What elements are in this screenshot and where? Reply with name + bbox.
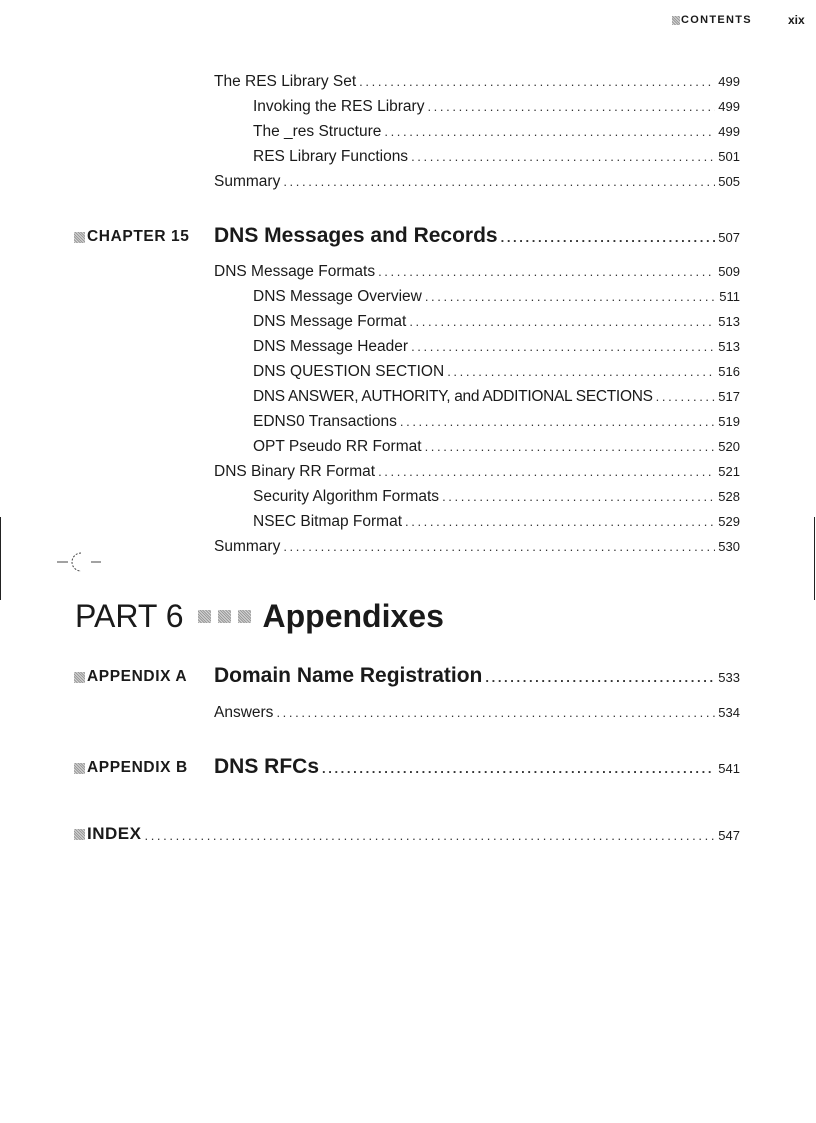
toc-entry-title: DNS Binary RR Format xyxy=(214,463,376,480)
appendix-label xyxy=(74,759,188,777)
toc-entry-title: DNS Message Formats xyxy=(214,263,376,280)
toc-entry-title: DNS Message Format xyxy=(253,313,407,330)
dot-leader xyxy=(411,339,715,354)
dot-leader xyxy=(409,314,715,329)
toc-entry[interactable] xyxy=(253,313,740,331)
dot-leader xyxy=(411,149,715,164)
toc-entry-page: 521 xyxy=(718,464,740,479)
toc-entry[interactable] xyxy=(214,173,740,191)
toc-entry[interactable] xyxy=(253,148,740,166)
toc-entry[interactable] xyxy=(253,98,740,116)
dot-leader xyxy=(378,264,715,279)
dot-leader xyxy=(144,828,715,843)
dot-leader xyxy=(322,761,715,776)
part-marker-icons xyxy=(198,610,253,623)
toc-entry-page: 499 xyxy=(718,124,740,139)
toc-entry-title: Invoking the RES Library xyxy=(253,98,425,115)
toc-entry-page: 501 xyxy=(718,149,740,164)
toc-entry-title: DNS QUESTION SECTION xyxy=(253,363,445,380)
part-label: PART 6 xyxy=(75,598,184,634)
dot-leader xyxy=(384,124,715,139)
toc-entry-page: 529 xyxy=(718,514,740,529)
toc-entry[interactable] xyxy=(214,73,740,91)
toc-entry[interactable] xyxy=(214,263,740,281)
toc-entry-page: 520 xyxy=(718,439,740,454)
appendix-page: 533 xyxy=(718,670,740,685)
dot-leader xyxy=(485,670,715,685)
toc-entry-title: The RES Library Set xyxy=(214,73,357,90)
toc-entry-title: DNS Message Overview xyxy=(253,288,422,305)
crop-mark-right xyxy=(814,517,815,600)
appendix-title-entry[interactable] xyxy=(214,755,740,779)
appendix-label-text: APPENDIX A xyxy=(87,668,188,685)
toc-entry[interactable] xyxy=(253,388,740,406)
dot-leader xyxy=(656,389,716,404)
dot-leader xyxy=(283,539,715,554)
dot-leader xyxy=(405,514,715,529)
header-marker-icon xyxy=(672,16,680,25)
toc-entry-page: 509 xyxy=(718,264,740,279)
dot-leader xyxy=(447,364,715,379)
chapter-page: 507 xyxy=(718,230,740,245)
toc-entry[interactable] xyxy=(214,463,740,481)
toc-entry-page: 530 xyxy=(718,539,740,554)
toc-entry-title: The _res Structure xyxy=(253,123,382,140)
dot-leader xyxy=(501,230,716,245)
running-header-label xyxy=(672,14,752,26)
dot-leader xyxy=(442,489,715,504)
toc-entry-page: 499 xyxy=(718,74,740,89)
index-label-text: INDEX xyxy=(87,824,142,843)
toc-entry[interactable] xyxy=(253,488,740,506)
index-label xyxy=(74,824,141,844)
toc-entry-title: Security Algorithm Formats xyxy=(253,488,440,505)
toc-entry-page: 516 xyxy=(718,364,740,379)
toc-entry[interactable] xyxy=(214,538,740,556)
toc-entry-page: 513 xyxy=(718,314,740,329)
dot-leader xyxy=(425,289,716,304)
toc-entry-page: 528 xyxy=(718,489,740,504)
index-entry[interactable] xyxy=(74,824,740,844)
toc-entry[interactable] xyxy=(253,123,740,141)
toc-entry-title: Answers xyxy=(214,704,274,721)
dot-leader xyxy=(427,99,715,114)
header-label-text: CONTENTS xyxy=(681,14,752,26)
dot-leader xyxy=(425,439,716,454)
part-marker-icon xyxy=(218,610,231,623)
part-marker-icon xyxy=(238,610,251,623)
index-marker-icon xyxy=(74,829,85,840)
chapter-label xyxy=(74,228,189,246)
appendix-page: 541 xyxy=(718,761,740,776)
toc-entry-page: 513 xyxy=(718,339,740,354)
part-marker-icon xyxy=(198,610,211,623)
dot-leader xyxy=(378,464,715,479)
chapter-label-text: CHAPTER 15 xyxy=(87,228,190,245)
toc-entry-title: DNS ANSWER, AUTHORITY, and ADDITIONAL SECTIONS xyxy=(253,388,653,405)
dot-leader xyxy=(400,414,715,429)
index-page: 547 xyxy=(718,827,740,843)
toc-entry-title: Summary xyxy=(214,538,281,555)
dot-leader xyxy=(276,705,715,720)
toc-entry[interactable] xyxy=(214,704,740,722)
toc-entry-page: 499 xyxy=(718,99,740,114)
registration-mark-icon xyxy=(57,549,103,573)
toc-entry-page: 505 xyxy=(718,174,740,189)
toc-entry-title: NSEC Bitmap Format xyxy=(253,513,403,530)
chapter-title: DNS Messages and Records xyxy=(214,224,498,247)
appendix-title: DNS RFCs xyxy=(214,755,320,778)
appendix-label-text: APPENDIX B xyxy=(87,759,188,776)
toc-entry[interactable] xyxy=(253,513,740,531)
toc-entry-page: 534 xyxy=(718,705,740,720)
appendix-title: Domain Name Registration xyxy=(214,664,483,687)
toc-entry[interactable] xyxy=(253,363,740,381)
chapter-marker-icon xyxy=(74,232,85,243)
toc-entry[interactable] xyxy=(253,288,740,306)
appendix-label xyxy=(74,668,187,686)
running-header xyxy=(0,14,816,30)
toc-entry-page: 519 xyxy=(718,414,740,429)
toc-entry[interactable] xyxy=(253,438,740,456)
toc-entry-title: RES Library Functions xyxy=(253,148,409,165)
page-number: xix xyxy=(788,13,805,27)
appendix-marker-icon xyxy=(74,763,85,774)
toc-entry-title: OPT Pseudo RR Format xyxy=(253,438,422,455)
toc-entry[interactable] xyxy=(253,338,740,356)
part-heading xyxy=(75,598,444,635)
appendix-marker-icon xyxy=(74,672,85,683)
dot-leader xyxy=(359,74,715,89)
appendix-title-entry[interactable] xyxy=(214,664,740,688)
dot-leader xyxy=(283,174,715,189)
crop-mark-left xyxy=(0,517,1,600)
toc-entry-title: EDNS0 Transactions xyxy=(253,413,397,430)
toc-entry-title: Summary xyxy=(214,173,281,190)
toc-entry-page: 511 xyxy=(719,289,740,304)
part-title: Appendixes xyxy=(262,598,444,634)
toc-entry[interactable] xyxy=(253,413,740,431)
toc-entry-title: DNS Message Header xyxy=(253,338,409,355)
chapter-title-entry[interactable] xyxy=(214,224,740,248)
toc-entry-page: 517 xyxy=(718,389,740,404)
